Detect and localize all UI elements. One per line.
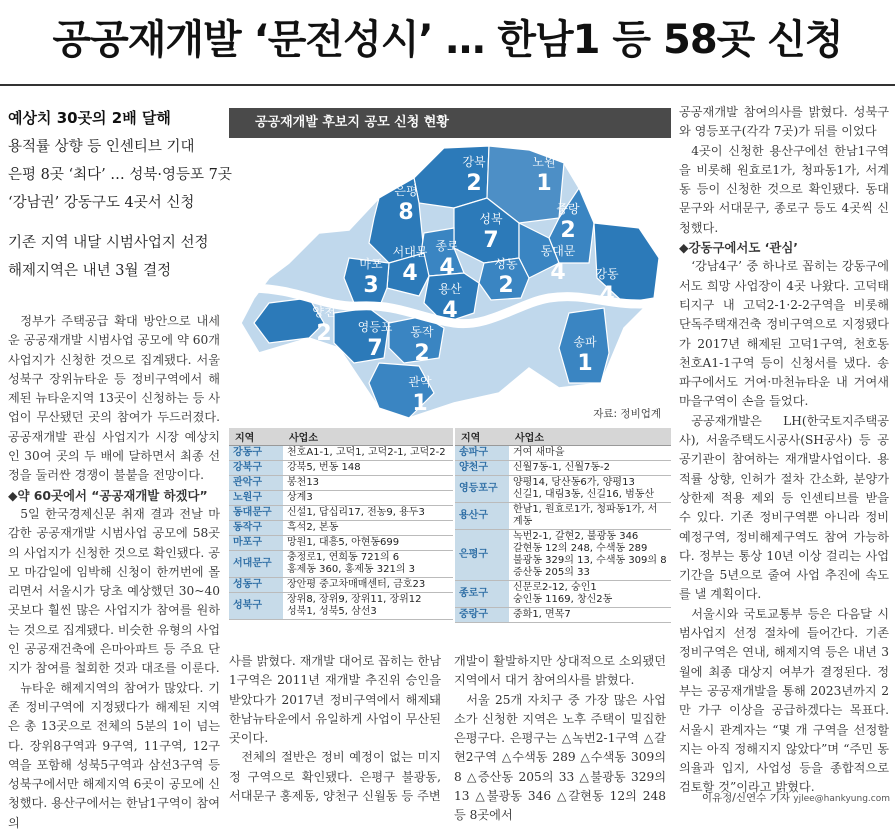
district-name-label: 은평: [394, 184, 418, 198]
site-line: 강북5, 번동 148: [287, 461, 361, 473]
infographic-title: 공공재개발 후보지 공모 신청 현황: [229, 108, 671, 138]
section-subhead: ◆강동구에서도 ‘관심’: [679, 240, 799, 256]
table-cell-sites: [509, 607, 671, 622]
paragraph: ‘강남4구’ 중 하나로 꼽히는 강동구에서도 희망 사업장이 4곳 나왔다. 고덕태티지구 내 고덕2-1·2-2구역을 비롯해 단독주택재건축 정비구역으로 지정됐다가 2017년 해제된 고덕1구역, 천호동 천호A1-1구역 등이 신청서를 냈다. 송파구에서도 거여·마천뉴타운 내 거여새마을구역이 손을 들었다.: [679, 259, 889, 409]
district-name-label: 강동: [595, 267, 619, 281]
table-cell-sites: [509, 475, 671, 502]
district-count-label: 7: [483, 228, 499, 253]
table-cell-sites: [283, 577, 453, 592]
site-line: 신문로2-12, 숭인1: [513, 581, 597, 593]
paragraph: 5일 한국경제신문 취재 결과 전날 마감한 공공재개발 시범사업 공모에 58곳의 사업지가 신청한 것으로 확인됐다. 공모 마감일에 임박해 신청이 한꺼번에 몰리면서 서울시가 당초 예상했던 30~40곳보다 훨씬 많은 사업지가 참여를 원하는 것으로 집계됐다. 비슷한 유형의 사업인 공공재건축에 은마아파트 등 주요 단지가 참여를 철회한 것과 대조를 이룬다.: [8, 506, 220, 676]
table-cell-region: 송파구: [455, 445, 509, 460]
district-count-label: 1: [412, 391, 428, 416]
table-cell-region: 관악구: [229, 475, 283, 490]
district-name-label: 용산: [438, 282, 462, 296]
table-cell-region: 영등포구: [455, 475, 509, 502]
article-column-2: [229, 652, 441, 812]
table-header-sites: 사업소: [509, 428, 671, 445]
table-cell-region: 중랑구: [455, 607, 509, 622]
site-line: 한남1, 원효로1가, 청파동1가, 서계동: [513, 503, 658, 527]
district-count-label: 8: [398, 200, 414, 225]
paragraph: 개발이 활발하지만 상대적으로 소외됐던 지역에서 대거 참여의사를 밝혔다.: [454, 654, 666, 688]
district-name-label: 관악: [408, 375, 432, 389]
table-row: [455, 607, 671, 622]
paragraph: 공공재개발은 LH(한국토지주택공사), 서울주택도시공사(SH공사) 등 공공기관이 참여하는 재개발사업이다. 용적률 상향, 인허가 절차 간소화, 분양가 상한제 적용 제외 등 인센티브를 받을 수 있다. 기존 정비구역뿐 아니라 정비예정구역, 정비해제구역도 참여 가능하다. 정부는 통상 10년 이상 걸리는 사업 기간을 5년으로 줄여 사업 추진에 속도를 낼 계획이다.: [679, 413, 889, 602]
table-cell-sites: [283, 445, 453, 460]
table-cell-sites: [509, 580, 671, 607]
district-count-label: 2: [316, 321, 332, 346]
site-line: 장안평 중고차매매센터, 금호23: [287, 578, 426, 590]
district-count-label: 2: [414, 341, 430, 366]
site-line: 천호A1-1, 고덕1, 고덕2-1, 고덕2-2: [287, 446, 446, 458]
table-cell-sites: [283, 505, 453, 520]
table-cell-region: 종로구: [455, 580, 509, 607]
district-name-label: 강북: [462, 155, 486, 169]
table-row: [455, 580, 671, 607]
seoul-map: [229, 138, 671, 428]
table-cell-sites: [283, 550, 453, 577]
table-row: [229, 550, 453, 577]
district-name-label: 영등포: [357, 320, 393, 334]
district-name-label: 양천: [312, 305, 336, 319]
paragraph: 서울 25개 자치구 중 가장 많은 사업소가 신청한 지역은 노후 주택이 밀집한 은평구다. 은평구는 △녹번2-1구역 △갈현2구역 △수색동 289 △수색동 309의 8 △증산동 205의 33 △불광동 329의 13 △불광동 346 △갈현동 12의 248 등 8곳에서: [454, 692, 666, 823]
site-line: 증산동 205의 33: [513, 566, 590, 578]
paragraph: 뉴타운 해제지역의 참여가 많았다. 기존 정비구역에 지정됐다가 해제된 지역은 총 13곳으로 전체의 5분의 1이 넘는다. 장위8구역과 9구역, 11구역, 12구역을 포함해 성북5구역과 삼선3구역 등 성북구에서만 해제지역 6곳이 공모에 신청했다. 용산구에서는 한남1구역이 참여의: [8, 680, 220, 830]
byline-email: yjlee@hankyung.com: [793, 794, 890, 804]
table-cell-region: 양천구: [455, 460, 509, 475]
infographic: [229, 108, 671, 650]
site-line: 성북1, 성북5, 삼선3: [287, 605, 377, 617]
district-count-label: 2: [466, 171, 482, 196]
table-cell-region: 마포구: [229, 535, 283, 550]
table-cell-region: 용산구: [455, 502, 509, 529]
table-header-row: [229, 428, 453, 445]
table-row: [229, 445, 453, 460]
article-column-3: [454, 652, 666, 823]
district-name-label: 동대문: [540, 244, 576, 258]
district-name-label: 마포: [359, 257, 383, 271]
table-row: [229, 505, 453, 520]
article-column-1: [8, 312, 220, 830]
paragraph: 전체의 절반은 정비 예정이 없는 미지정 구역으로 확인됐다. 은평구 불광동, 서대문구 홍제동, 양천구 신월동 등 주변: [229, 750, 441, 804]
table-cell-sites: [283, 490, 453, 505]
site-line: 중화1, 면목7: [513, 608, 571, 620]
table-cell-region: 성동구: [229, 577, 283, 592]
table-cell-sites: [283, 460, 453, 475]
district-name-label: 중랑: [556, 202, 580, 216]
table-row: [455, 460, 671, 475]
site-line: 흑석2, 본동: [287, 521, 339, 533]
table-cell-region: 노원구: [229, 490, 283, 505]
table-row: [455, 529, 671, 580]
table-header-row: [455, 428, 671, 445]
table-cell-region: 은평구: [455, 529, 509, 580]
district-count-label: 3: [363, 273, 379, 298]
district-count-label: 4: [442, 298, 458, 323]
table-cell-region: 강북구: [229, 460, 283, 475]
site-line: 망원1, 대흥5, 아현동699: [287, 536, 400, 548]
district-count-label: 4: [402, 261, 418, 286]
site-line: 홍제동 360, 홍제동 321의 3: [287, 563, 416, 575]
paragraph: 공공재개발 참여의사를 밝혔다. 성북구와 영등포구(각각 7곳)가 뒤를 이었다: [679, 105, 889, 139]
table-header-region: 지역: [229, 428, 283, 445]
table-cell-region: 서대문구: [229, 550, 283, 577]
table-header-region: 지역: [455, 428, 509, 445]
table-cell-region: 성북구: [229, 592, 283, 619]
headline-rule: [0, 84, 895, 86]
table-row: [229, 592, 453, 619]
byline-names: 이유정/신연수 기자: [701, 792, 790, 804]
district-count-label: 1: [577, 351, 593, 376]
table-row: [229, 475, 453, 490]
district-name-label: 서대문: [392, 245, 428, 259]
subheads: [8, 103, 232, 285]
site-line: 상계3: [287, 491, 313, 503]
district-name-label: 노원: [532, 155, 556, 169]
table-header-sites: 사업소: [283, 428, 453, 445]
district-name-label: 종로: [435, 239, 459, 253]
site-line: 숭인동 1169, 창신2동: [513, 593, 613, 605]
site-line: 장위8, 장위9, 장위11, 장위12: [287, 593, 422, 605]
table-cell-sites: [509, 445, 671, 460]
section-subhead: ◆약 60곳에서 “공공재개발 하겠다”: [8, 487, 208, 503]
table-cell-sites: [509, 460, 671, 475]
seoul-map-svg: [229, 138, 671, 428]
site-line: 신설1, 답십리17, 전농9, 용두3: [287, 506, 425, 518]
site-line: 불광동 329의 13, 수색동 309의 8: [513, 554, 667, 566]
article-column-4: [679, 103, 889, 795]
district-count-label: 1: [536, 171, 552, 196]
table-row: [455, 475, 671, 502]
subhead-2: 용적률 상향 등 인센티브 기대: [8, 139, 195, 155]
table-row: [229, 577, 453, 592]
byline: [700, 790, 890, 805]
subhead-5: 기존 지역 내달 시범사업지 선정: [8, 235, 209, 251]
site-line: 양평14, 당산동6가, 양평13: [513, 476, 635, 488]
district-count-label: 4: [550, 260, 566, 285]
source-note: 자료: 정비업계: [593, 408, 661, 420]
district-count-label: 7: [367, 336, 383, 361]
district-name-label: 성동: [494, 257, 518, 271]
district-count-label: 4: [599, 283, 615, 308]
table-cell-sites: [509, 529, 671, 580]
district-name-label: 성북: [479, 212, 503, 226]
table-cell-region: 동대문구: [229, 505, 283, 520]
paragraph: 서울시와 국토교통부 등은 다음달 시범사업지 선정 절차에 들어간다. 기존 정비구역은 연내, 해제지역 등은 내년 3월에 최종 대상지 여부가 결정된다. 정부는 공공재개발을 통해 2023년까지 2만 가구 이상을 공급하겠다는 목표다. 서울시 관계자는 “몇 개 구역을 선정할지는 아직 정해지지 않았다”며 “주민 동의율과 입지, 사업성 등을 종합적으로 검토할 것”이라고 밝혔다.: [679, 606, 889, 795]
table-row: [229, 535, 453, 550]
site-line: 거여 새마을: [513, 446, 565, 458]
district-name-label: 동작: [410, 325, 434, 339]
site-line: 갈현동 12의 248, 수색동 289: [513, 542, 648, 554]
district-count-label: 4: [439, 255, 455, 280]
site-line: 신월7동-1, 신월7동-2: [513, 461, 610, 473]
table-row: [455, 445, 671, 460]
table-cell-region: 강동구: [229, 445, 283, 460]
table-row: [229, 460, 453, 475]
subhead-1: 예상치 30곳의 2배 달해: [8, 109, 171, 127]
table-cell-region: 동작구: [229, 520, 283, 535]
district-name-label: 송파: [573, 335, 597, 349]
site-line: 신길1, 대림3동, 신길16, 범동산: [513, 488, 655, 500]
subhead-6: 해제지역은 내년 3월 결정: [8, 263, 172, 279]
paragraph: 정부가 주택공급 확대 방안으로 내세운 공공재개발 시범사업 공모에 약 60개 사업지가 신청한 것으로 집계됐다. 서울 성북구 장위뉴타운 등 정비구역에서 해제된 뉴타운지역 13곳이 신청하는 등 사업이 무산됐던 곳의 참여가 두드러졌다. 공공재개발 관심 사업지가 시장 예상치인 30여 곳의 두 배에 달하면서 최종 선정을 둘러싼 경쟁이 불붙을 전망이다.: [8, 314, 220, 483]
subhead-4: ‘강남권’ 강동구도 4곳서 신청: [8, 195, 195, 211]
table-cell-sites: [509, 502, 671, 529]
headline: 공공재개발 ‘문전성시’ … 한남1 등 58곳 신청: [52, 17, 843, 63]
district-count-label: 2: [560, 218, 576, 243]
sites-table-right: [455, 428, 671, 650]
paragraph: 4곳이 신청한 용산구에선 한남1구역을 비롯해 원효로1가, 청파동1가, 서계동 등이 신청한 것으로 확인됐다. 동대문구와 서대문구, 종로구 등도 4곳씩 신청했다.: [679, 143, 889, 235]
table-cell-sites: [283, 520, 453, 535]
site-line: 녹번2-1, 갈현2, 불광동 346: [513, 530, 639, 542]
table-row: [229, 490, 453, 505]
table-cell-sites: [283, 475, 453, 490]
site-line: 봉천13: [287, 476, 320, 488]
table-cell-sites: [283, 592, 453, 619]
site-line: 충정로1, 연희동 721의 6: [287, 551, 400, 563]
table-cell-sites: [283, 535, 453, 550]
subhead-3: 은평 8곳 ‘최다’ … 성북·영등포 7곳: [8, 167, 232, 183]
sites-table-left: [229, 428, 453, 650]
paragraph: 사를 밝혔다. 재개발 대어로 꼽히는 한남1구역은 2011년 재개발 추진위 승인을 받았다가 2017년 정비구역에서 해제돼 한남뉴타운에서 유일하게 사업이 무산된 곳이다.: [229, 654, 441, 746]
district-count-label: 2: [498, 273, 514, 298]
table-row: [229, 520, 453, 535]
table-row: [455, 502, 671, 529]
